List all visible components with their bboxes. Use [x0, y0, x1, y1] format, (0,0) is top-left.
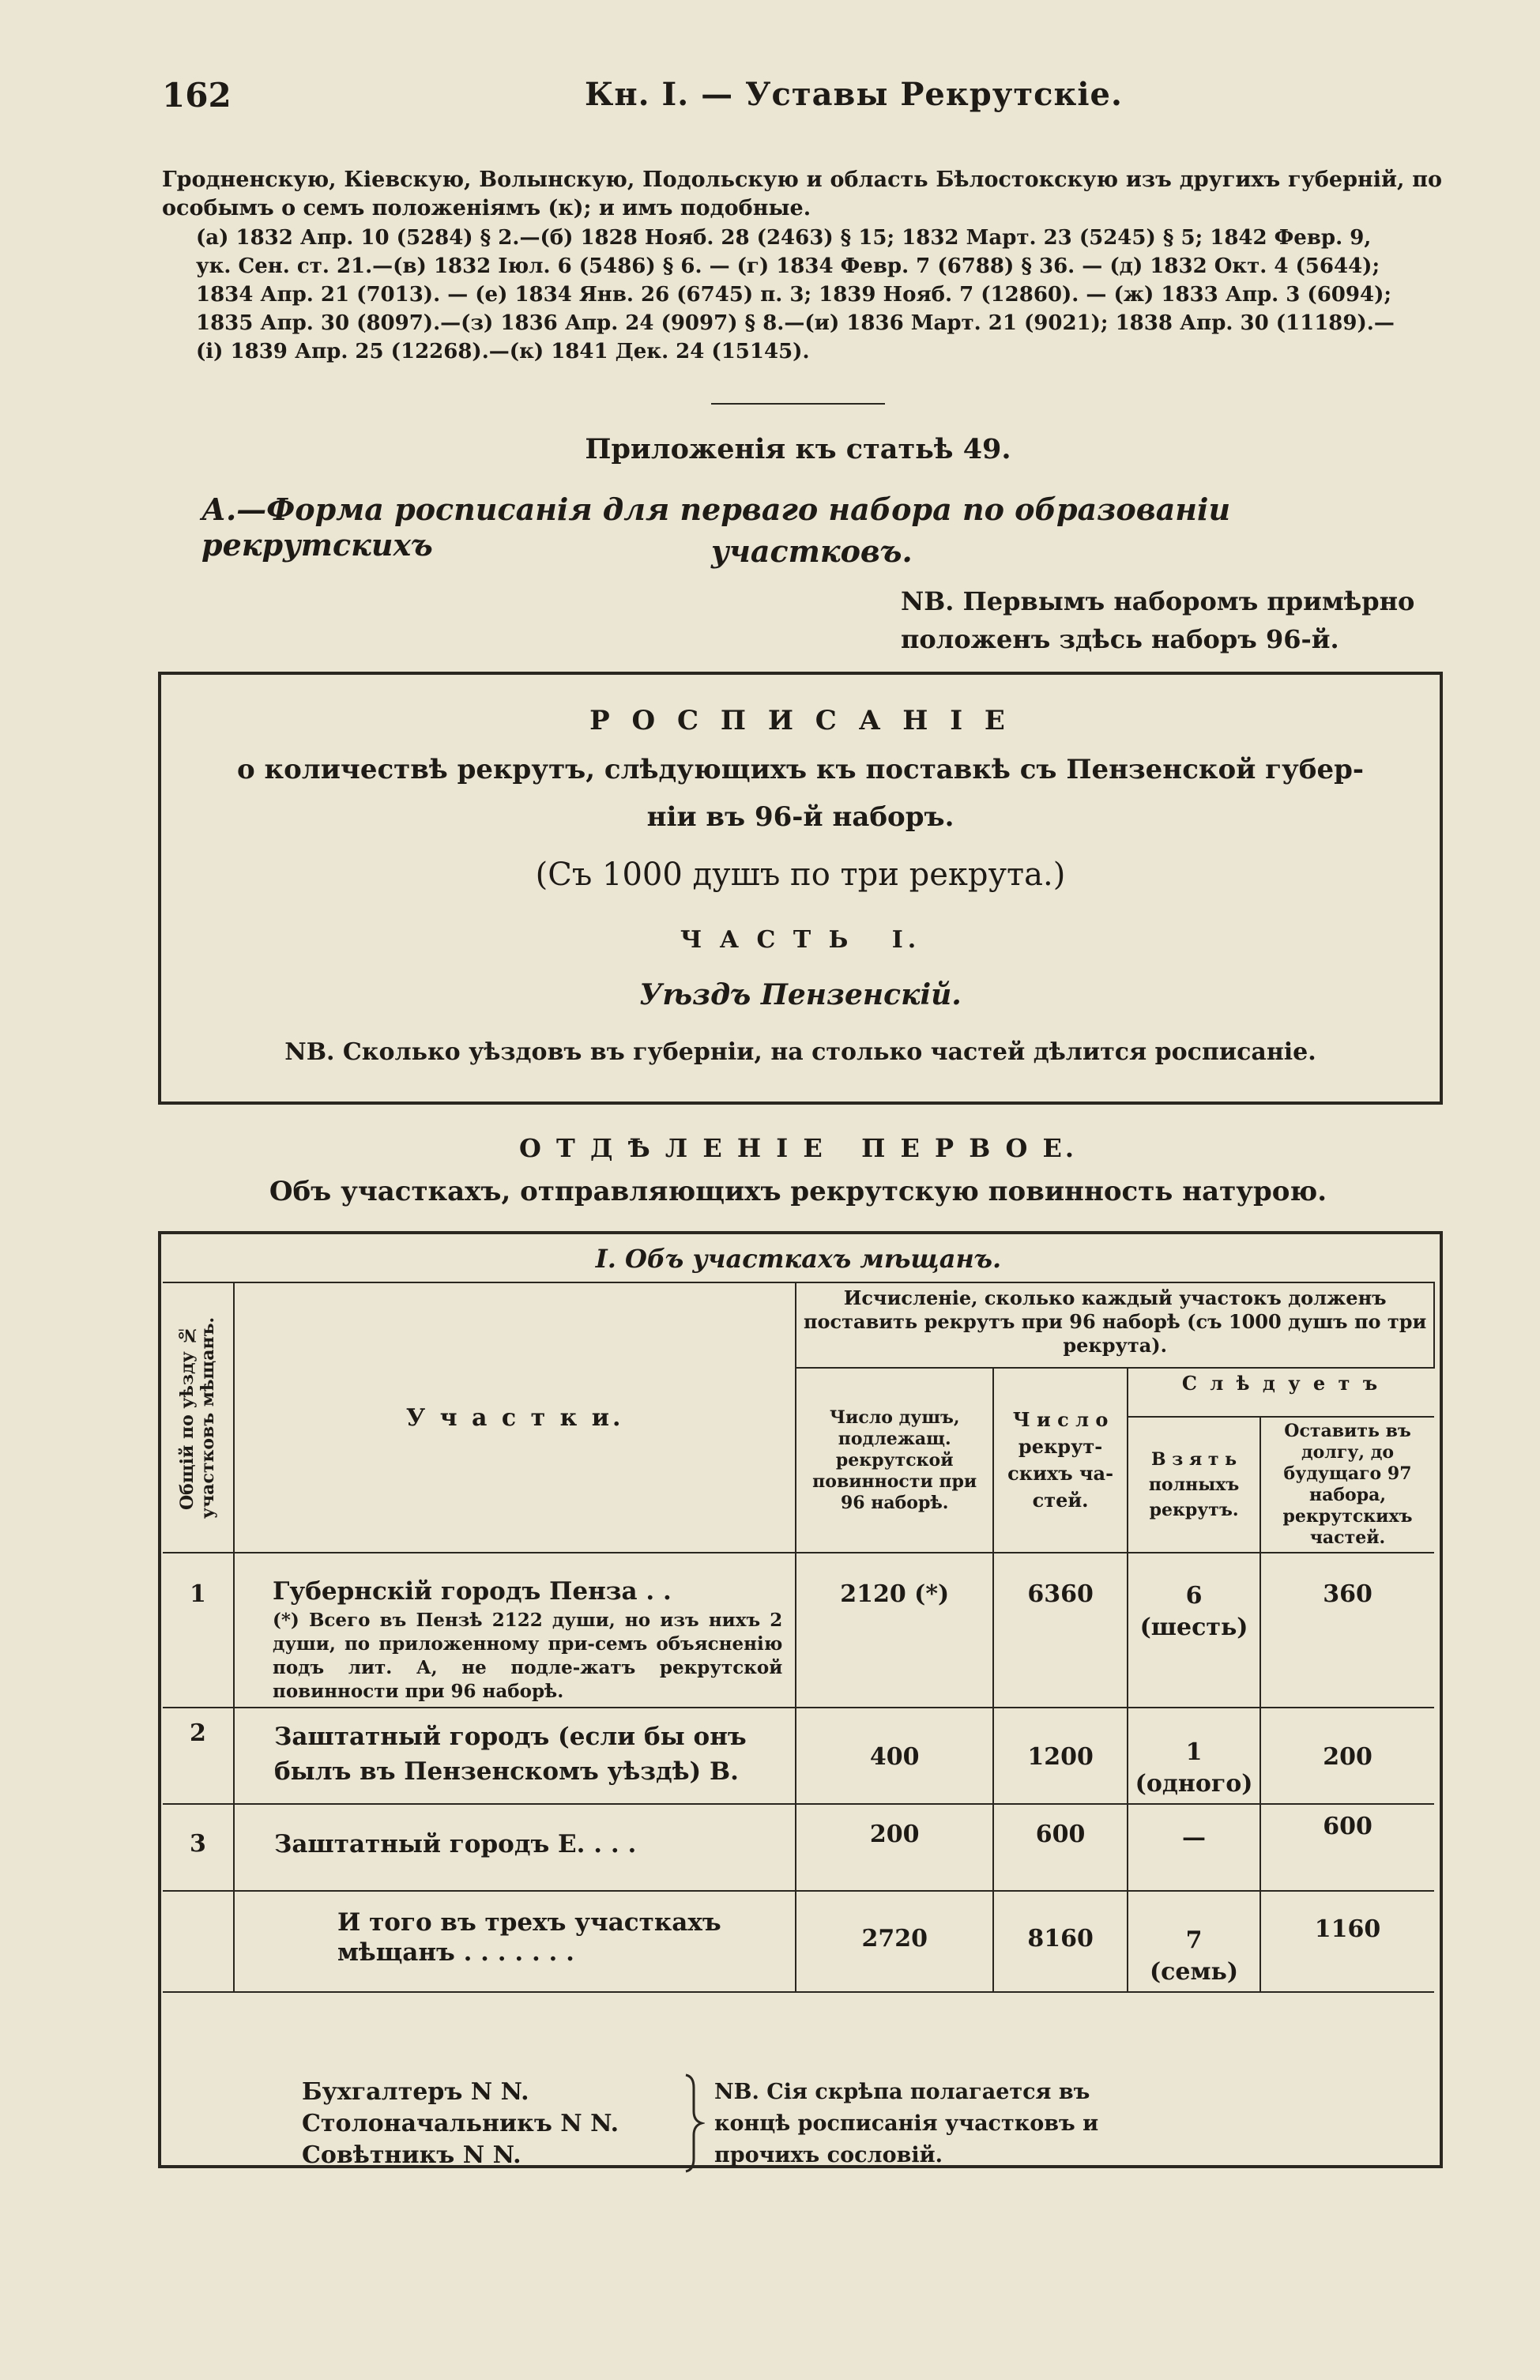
table-row — [163, 1804, 1434, 1891]
header-souls: Число душъ, подлежащ. рекрутской повинности при 96 наборѣ. — [796, 1368, 993, 1553]
row-district — [234, 1708, 796, 1804]
row-take — [1128, 1708, 1260, 1804]
row-parts: 600 — [993, 1804, 1128, 1891]
row-district — [234, 1553, 796, 1708]
signature-nb-line1: NB. Сiя скрѣпа полагается въ — [714, 2080, 1090, 2104]
row-number: 2 — [163, 1708, 234, 1804]
intro-text: Гродненскую, Кiевскую, Волынскую, Подольскую и область Бѣлостокскую изъ другихъ губернiй, по особымъ о семъ положенiямъ (к); и имъ подобные. — [162, 168, 1442, 220]
row-parts: 6360 — [993, 1553, 1128, 1708]
header-number: Общiй по уѣзду № участковъ мѣщанъ. — [177, 1316, 218, 1519]
signature-head-clerk: Столоначальникъ N N. — [302, 2110, 619, 2137]
table-row — [163, 1553, 1434, 1708]
divider-rule — [711, 403, 885, 405]
row-district-name: Губернскiй городъ Пенза . . — [272, 1577, 672, 1606]
row-take-number: — — [1182, 1824, 1207, 1851]
header-calc: Исчисленiе, сколько каждый участокъ долженъ поставить рекрутъ при 96 наборѣ (съ 1000 душъ по три рекрута). — [796, 1282, 1434, 1368]
signature-block — [302, 2077, 619, 2171]
row-district-note: (*) Всего въ Пензѣ 2122 души, но изъ нихъ 2 души, по приложенному при-семъ объясненiю подъ лит. А, не подле-жатъ рекрутской повинности при 96 наборѣ. — [272, 1610, 783, 1702]
row-take-number: 6 — [1185, 1582, 1203, 1610]
appendix-title: Приложенiя къ статьѣ 49. — [585, 433, 1011, 465]
total-leave: 1160 — [1260, 1891, 1434, 1992]
total-label: И того въ трехъ участкахъ мѣщанъ . . . . . . . — [234, 1891, 796, 1992]
header-due: С л ѣ д у е т ъ — [1128, 1368, 1434, 1417]
row-leave: 200 — [1260, 1708, 1434, 1804]
schedule-frame — [158, 672, 1443, 1105]
total-take — [1128, 1891, 1260, 1992]
row-take-number: 1 — [1185, 1738, 1203, 1766]
total-souls: 2720 — [796, 1891, 993, 1992]
schedule-heading: Р О С П И С А Н I Е — [589, 705, 1011, 736]
row-district-name: Заштатный городъ (если бы онъ былъ въ Пензенскомъ уѣздѣ) В. — [273, 1723, 747, 1786]
header-leave: Оставить въ долгу, до будущаго 97 набора, рекрутскихъ частей. — [1260, 1417, 1434, 1553]
row-number: 1 — [163, 1553, 234, 1708]
reference-line: 1835 Апр. 30 (8097).—(з) 1836 Апр. 24 (9097) § 8.—(и) 1836 Март. 21 (9021); 1838 Апр. 30 (11189).— — [196, 311, 1395, 335]
schedule-rate: (Съ 1000 душъ по три рекрута.) — [535, 857, 1066, 893]
row-souls: 2120 (*) — [796, 1553, 993, 1708]
section-heading: О Т Д Ѣ Л Е Н I Е П Е Р В О Е. — [519, 1133, 1077, 1163]
table-title: I. Объ участкахъ мѣщанъ. — [163, 1236, 1434, 1282]
legal-references — [196, 224, 1444, 366]
schedule-line1: о количествѣ рекрутъ, слѣдующихъ къ поставкѣ съ Пензенской губер- — [237, 754, 1364, 785]
section-subheading: Объ участкахъ, отправляющихъ рекрутскую повинность натурою. — [269, 1176, 1327, 1207]
reference-line: ук. Сен. ст. 21.—(в) 1832 Iюл. 6 (5486) § 6. — (г) 1834 Февр. 7 (6788) § 36. — (д) 1832 Окт. 4 (5644); — [196, 254, 1380, 278]
page-number: 162 — [162, 76, 232, 115]
running-title: Кн. I. — Уставы Рекрутскiе. — [585, 76, 1123, 113]
appendix-nb-line1: NB. Первымъ наборомъ примѣрно — [901, 586, 1415, 616]
header-row-1 — [163, 1282, 1434, 1368]
header-number-cell — [163, 1282, 234, 1553]
header-parts: Ч и с л о рекрут-скихъ ча-стей. — [993, 1368, 1128, 1553]
row-take-words: (шесть) — [1139, 1614, 1248, 1641]
reference-line: (а) 1832 Апр. 10 (5284) § 2.—(б) 1828 Нояб. 28 (2463) § 15; 1832 Март. 23 (5245) § 5; 1842 Февр. 9, — [196, 226, 1372, 250]
schedule-part: Ч А С Т Ь I. — [680, 926, 921, 954]
row-take — [1128, 1804, 1260, 1891]
page-header — [162, 76, 1426, 123]
reference-line: (i) 1839 Апр. 25 (12268).—(к) 1841 Дек. 24 (15145). — [196, 340, 810, 363]
row-take — [1128, 1553, 1260, 1708]
total-take-words: (семь) — [1149, 1958, 1239, 1986]
row-number: 3 — [163, 1804, 234, 1891]
header-take: В з я т ь полныхъ рекрутъ. — [1128, 1417, 1260, 1553]
row-district-name: Заштатный городъ Е. . . . — [234, 1804, 796, 1891]
schedule-nb: NB. Сколько уѣздовъ въ губернiи, на столько частей дѣлится росписанiе. — [284, 1038, 1316, 1066]
row-parts: 1200 — [993, 1708, 1128, 1804]
total-parts: 8160 — [993, 1891, 1128, 1992]
table-row — [163, 1708, 1434, 1804]
schedule-district: Уѣздъ Пензенскiй. — [639, 978, 962, 1011]
signature-nb-line2: концѣ росписанiя участковъ и — [714, 2111, 1099, 2136]
row-souls: 400 — [796, 1708, 993, 1804]
row-leave: 600 — [1260, 1804, 1434, 1891]
brace-icon — [681, 2073, 705, 2173]
schedule-line2: нiи въ 96-й наборъ. — [646, 801, 954, 833]
row-leave: 360 — [1260, 1553, 1434, 1708]
district-table — [163, 1236, 1435, 1993]
row-souls: 200 — [796, 1804, 993, 1891]
form-title-line2: участковъ. — [711, 533, 913, 569]
signature-nb — [714, 2077, 1098, 2171]
signature-nb-line3: прочихъ сословiй. — [714, 2143, 943, 2167]
table-title-row — [163, 1236, 1434, 1282]
total-number-cell — [163, 1891, 234, 1992]
reference-line: 1834 Апр. 21 (7013). — (е) 1834 Янв. 26 (6745) п. 3; 1839 Нояб. 7 (12860). — (ж) 1833 Апр. 3 (6094); — [196, 283, 1391, 307]
intro-paragraph — [162, 166, 1442, 223]
appendix-nb-line2: положенъ здѣсь наборъ 96-й. — [901, 624, 1339, 654]
form-title-line1: А.—Форма росписанiя для перваго набора по образованiи рекрутскихъ — [201, 491, 1231, 563]
table-total-row — [163, 1891, 1434, 1992]
row-take-words: (одного) — [1135, 1770, 1253, 1798]
signature-councillor: Совѣтникъ N N. — [302, 2141, 521, 2169]
signature-bookkeeper: Бухгалтеръ N N. — [302, 2078, 529, 2106]
total-take-number: 7 — [1185, 1926, 1203, 1954]
header-districts: У ч а с т к и. — [234, 1282, 796, 1553]
